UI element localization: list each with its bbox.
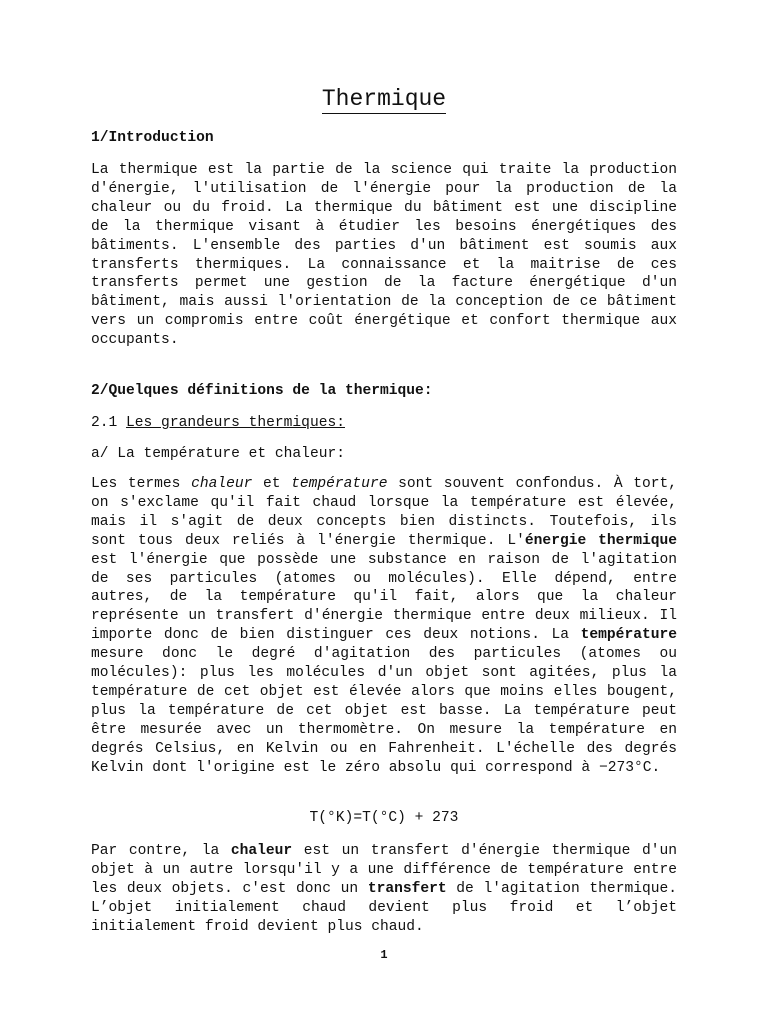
- page-number: 1: [380, 948, 388, 962]
- subsection-2-1-heading: [91, 414, 677, 433]
- para3-text-1: Par contre, la: [91, 843, 231, 859]
- para3-text-2: est un transfert d'énergie thermique d'un objet à un autre lorsqu'il y a une différence de température entre les deux objets. c'est donc un: [91, 843, 677, 897]
- para2-bold-temperature: température: [580, 627, 677, 644]
- temperature-chaleur-paragraph: [91, 475, 677, 778]
- para3-bold-transfert: transfert: [367, 880, 447, 897]
- para2-italic-temperature: température: [291, 476, 388, 492]
- kelvin-formula: T(°K)=T(°C) + 273: [309, 810, 459, 826]
- para2-text-5: mesure donc le degré d'agitation des particules (atomes ou molécules): plus les molécules d'un objet sont agitées, plus la température de cet objet est élevée alors que moins elles bougent, plus la température de cet objet est basse. La température peut être mesurée avec un thermomètre. On mesure la température en degrés Celsius, en Kelvin ou en Fahrenheit. L'échelle des degrés Kelvin dont l'origine est le zéro absolu qui correspond à −273°C.: [91, 646, 677, 776]
- para2-text-1: Les termes: [91, 476, 192, 492]
- para2-italic-chaleur: chaleur: [191, 476, 253, 492]
- chaleur-paragraph: [91, 842, 677, 937]
- para2-text-4: est l'énergie que possède une substance en raison de l'agitation de ses particules (atomes ou molécules). Elle dépend, entre autres, de la température qu'il fait, alors que la chaleur représente un transfert d'énergie thermique entre deux milieux. Il importe donc de bien distinguer ces deux notions. La: [91, 551, 677, 644]
- para2-text-3: sont souvent confondus. À tort, on s'exclame qu'il fait chaud lorsque la température est élevée, mais il s'agit de deux concepts bien distincts. Toutefois, ils sont tous deux reliés à l'énergie thermique. L': [91, 476, 678, 549]
- section-1-heading: 1/Introduction: [91, 130, 214, 146]
- intro-paragraph: La thermique est la partie de la science qui traite la production d'énergie, l'utilisation de l'énergie pour la production de la chaleur ou du froid. La thermique du bâtiment est une discipline de la thermique visant à étudier les besoins énergétiques des bâtiments. L'ensemble des parties d'un bâtiment est soumis aux transferts thermiques. La connaissance et la maitrise de ces transferts permet une gestion de la facture énergétique d'un bâtiment, mais aussi l'orientation de la conception de ce bâtiment vers un compromis entre coût énergétique et confort thermique aux occupants.: [91, 162, 677, 349]
- para2-bold-energie-thermique: énergie thermique: [524, 532, 677, 549]
- para2-text-2: et: [252, 476, 292, 492]
- document-title: [0, 85, 768, 113]
- section-2-heading: 2/Quelques définitions de la thermique:: [91, 383, 433, 399]
- subsection-number: 2.1: [91, 415, 127, 431]
- para3-text-3: de l'agitation thermique. L’objet initialement chaud devient plus froid et l’objet initialement froid devient plus chaud.: [91, 880, 677, 935]
- para3-bold-chaleur: chaleur: [230, 843, 293, 859]
- subsection-label: Les grandeurs thermiques:: [126, 415, 345, 431]
- title-text: Thermique: [321, 86, 447, 112]
- subheading-a: a/ La température et chaleur:: [91, 446, 345, 462]
